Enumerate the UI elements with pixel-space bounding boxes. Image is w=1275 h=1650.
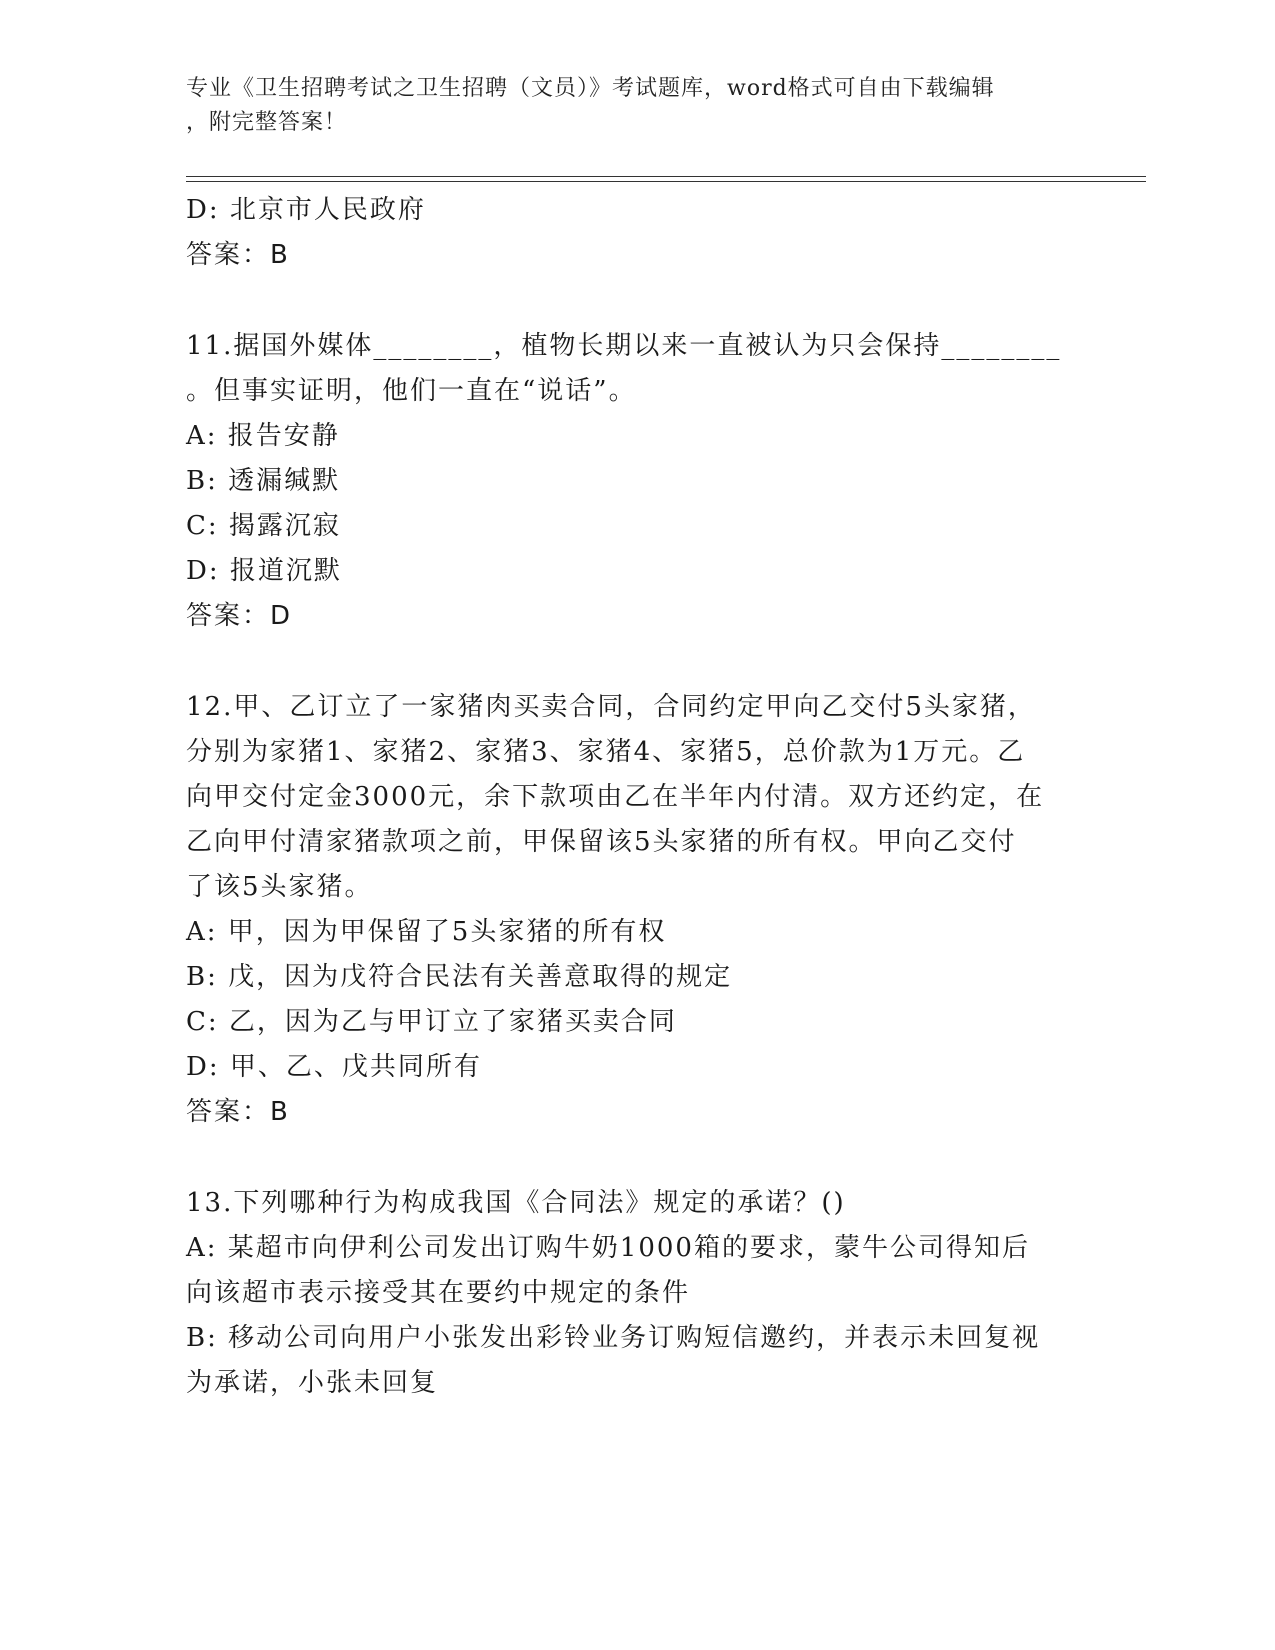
option-b: B: 透漏缄默 — [186, 466, 341, 496]
option-c: C: 揭露沉寂 — [186, 511, 341, 541]
question-text-line: 13.下列哪种行为构成我国《合同法》规定的承诺？() — [186, 1188, 846, 1218]
option-a: A: 报告安静 — [186, 421, 340, 451]
option-d: D: 报道沉默 — [186, 556, 342, 586]
option-c: C: 乙，因为乙与甲订立了家猪买卖合同 — [186, 1007, 677, 1037]
question-12 — [186, 685, 1076, 1135]
previous-question-tail — [186, 188, 1076, 278]
answer-line: 答案：B — [186, 240, 290, 270]
question-11 — [186, 324, 1076, 639]
question-text-line: 向甲交付定金3000元，余下款项由乙在半年内付清。双方还约定，在 — [186, 782, 1045, 812]
question-text-line: 11.据国外媒体________，植物长期以来一直被认为只会保持________ — [186, 331, 1062, 361]
header-line-1: 专业《卫生招聘考试之卫生招聘（文员）》考试题库，word格式可自由下载编辑 — [186, 76, 995, 101]
question-13 — [186, 1181, 1076, 1406]
option-d: D: 甲、乙、戊共同所有 — [186, 1052, 482, 1082]
question-text-line: 。但事实证明，他们一直在“说话”。 — [186, 376, 637, 406]
header-line-2: ，附完整答案！ — [186, 110, 348, 135]
option-a: A: 某超市向伊利公司发出订购牛奶1000箱的要求，蒙牛公司得知后 — [186, 1233, 1030, 1263]
question-text-line: 分别为家猪1、家猪2、家猪3、家猪4、家猪5，总价款为1万元。乙 — [186, 737, 1026, 767]
option-b: B: 戊，因为戊符合民法有关善意取得的规定 — [186, 962, 733, 992]
option-b-continued: 为承诺，小张未回复 — [186, 1368, 439, 1398]
page-header — [186, 72, 1066, 140]
answer-line: 答案：D — [186, 601, 293, 631]
question-text-line: 乙向甲付清家猪款项之前，甲保留该5头家猪的所有权。甲向乙交付 — [186, 827, 1017, 857]
header-divider — [186, 176, 1146, 182]
option-a-continued: 向该超市表示接受其在要约中规定的条件 — [186, 1278, 691, 1308]
question-text-line: 了该5头家猪。 — [186, 872, 373, 902]
answer-line: 答案：B — [186, 1097, 290, 1127]
option-a: A: 甲，因为甲保留了5头家猪的所有权 — [186, 917, 667, 947]
option-b: B: 移动公司向用户小张发出彩铃业务订购短信邀约，并表示未回复视 — [186, 1323, 1041, 1353]
question-text-line: 12.甲、乙订立了一家猪肉买卖合同，合同约定甲向乙交付5头家猪， — [186, 692, 1036, 722]
document-body — [186, 188, 1076, 1406]
option-d: D: 北京市人民政府 — [186, 195, 426, 225]
